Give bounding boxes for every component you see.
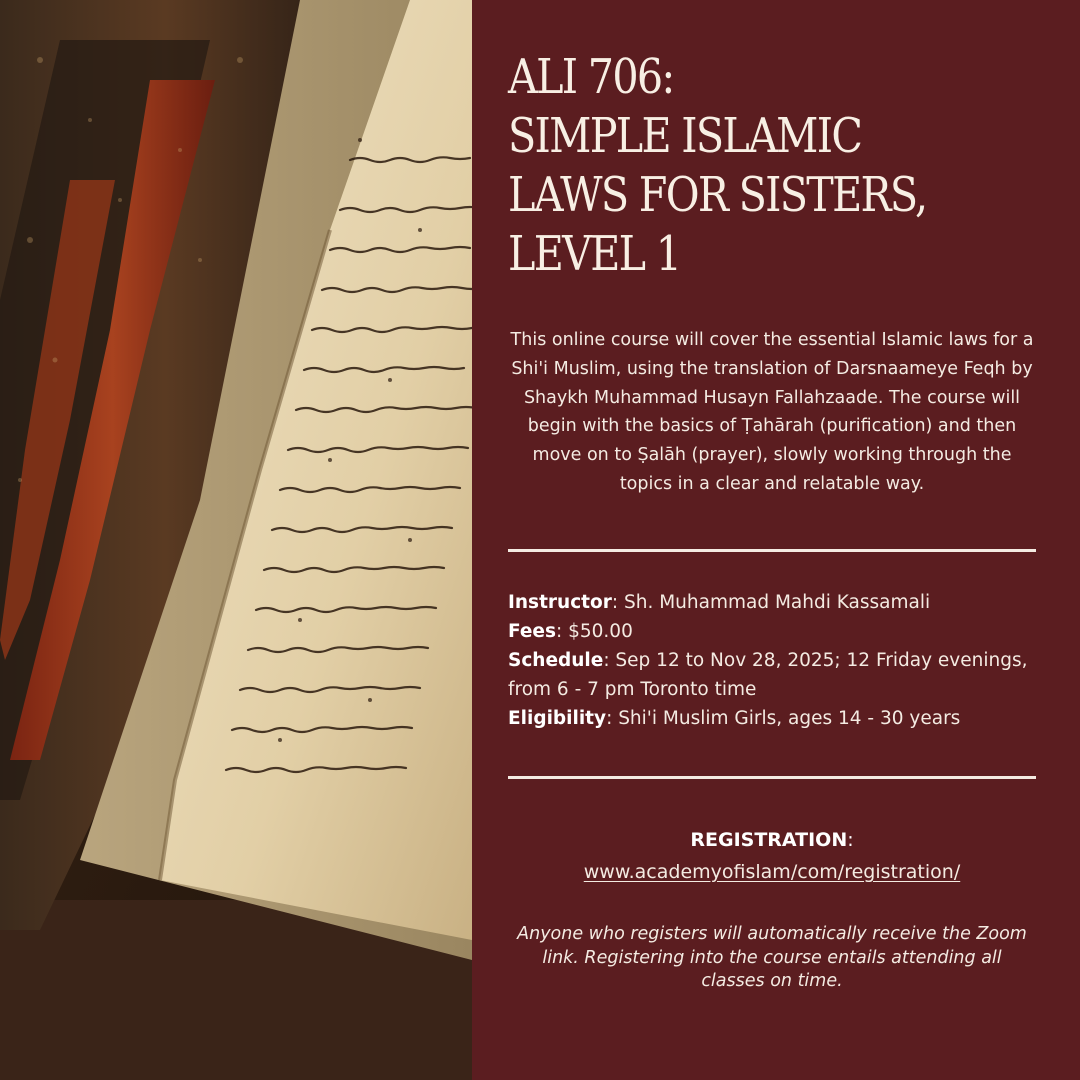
content-panel bbox=[472, 0, 1080, 1080]
eligibility-row bbox=[508, 704, 1048, 733]
course-title bbox=[508, 48, 1068, 284]
registration-note: Anyone who registers will automatically receive the Zoom link. Registering into the course entails attending all classes on time. bbox=[517, 924, 1027, 991]
manuscript-illustration bbox=[0, 0, 472, 1080]
instructor-label: Instructor bbox=[508, 592, 612, 613]
divider-bottom bbox=[508, 776, 1036, 779]
eligibility-value: : Shi'i Muslim Girls, ages 14 - 30 years bbox=[606, 708, 961, 729]
schedule-value: : Sep 12 to Nov 28, 2025; 12 Friday evenings, from 6 - 7 pm Toronto time bbox=[508, 650, 1028, 700]
title-line-2: SIMPLE ISLAMIC bbox=[508, 108, 862, 164]
registration-colon: : bbox=[847, 829, 854, 851]
fees-value: : $50.00 bbox=[556, 621, 633, 642]
fees-label: Fees bbox=[508, 621, 556, 642]
eligibility-label: Eligibility bbox=[508, 708, 607, 729]
course-description: This online course will cover the essential Islamic laws for a Shi'i Muslim, using the translation of Darsnaameye Feqh by Shaykh Muhammad Husayn Fallahzaade. The course will begin with the basics of Ṭahārah (purification) and then move on to Ṣalāh (prayer), slowly working through the topics in a clear and relatable way. bbox=[510, 330, 1034, 494]
manuscript-photo bbox=[0, 0, 472, 1080]
instructor-value: : Sh. Muhammad Mahdi Kassamali bbox=[611, 592, 931, 613]
divider-top bbox=[508, 549, 1036, 552]
registration-label: REGISTRATION bbox=[690, 829, 848, 851]
schedule-row bbox=[508, 646, 1048, 704]
title-line-3: LAWS FOR SISTERS, bbox=[508, 167, 927, 223]
title-line-4: LEVEL 1 bbox=[508, 226, 681, 282]
title-line-1: ALI 706: bbox=[508, 49, 674, 105]
schedule-label: Schedule bbox=[508, 650, 604, 671]
instructor-row bbox=[508, 588, 1048, 617]
registration-link[interactable]: www.academyofislam/com/registration/ bbox=[583, 861, 961, 883]
course-details bbox=[508, 588, 1048, 733]
registration-heading bbox=[508, 826, 1036, 854]
fees-row bbox=[508, 617, 1048, 646]
